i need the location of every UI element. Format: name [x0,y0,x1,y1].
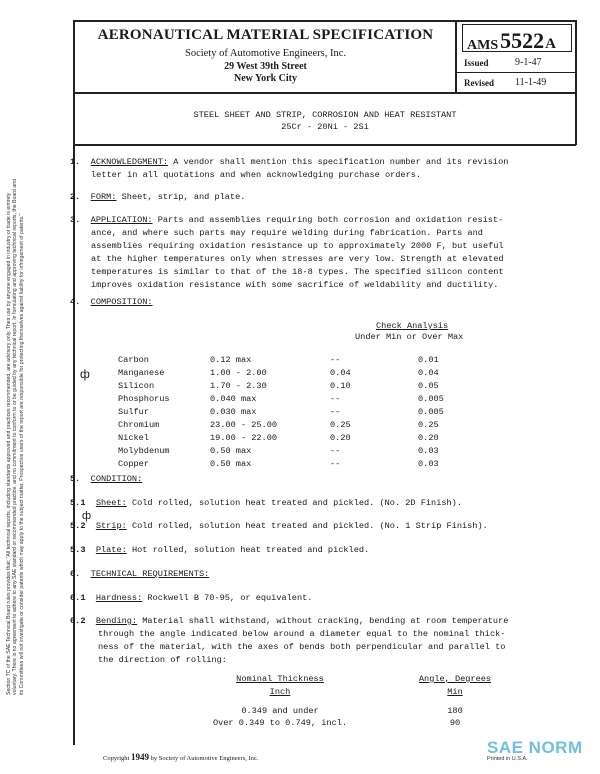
composition-element: Sulfur [118,407,149,417]
issued-label: Issued [464,58,489,68]
composition-row [118,367,478,380]
section-number: 3. [70,215,81,225]
header-left-rule [73,20,75,94]
subject-line-1: STEEL SHEET AND STRIP, CORROSION AND HEAT RESISTANT [193,110,457,120]
section-number: 6.1 [70,593,86,603]
society-name: Society of Automotive Engineers, Inc. [185,48,346,59]
composition-row [118,458,478,471]
composition-row [118,419,478,432]
composition-element: Silicon [118,381,155,391]
header-top-rule [73,20,576,22]
section-number: 5.3 [70,545,86,555]
bending-col2-header [400,673,510,699]
section-bending [70,615,580,667]
section-text: Cold rolled, solution heat treated and pickled. (No. 2D Finish). [131,498,462,508]
section-number: 6.2 [70,616,86,626]
copyright-year: 1949 [131,752,149,762]
section-number: 2. [70,192,81,202]
composition-range: 0.50 max [210,459,252,469]
composition-element: Chromium [118,420,160,430]
section-number: 1. [70,157,81,167]
composition-range: 23.00 - 25.00 [210,420,278,430]
bending-col2-header-line2: Min [447,687,463,697]
composition-row [118,406,478,419]
issued-date: 9-1-47 [515,57,542,68]
spec-title: AERONAUTICAL MATERIAL SPECIFICATION [97,27,434,43]
bending-row-2-angle: 90 [449,718,461,728]
composition-element: Manganese [118,368,165,378]
revised-date: 11-1-49 [515,77,547,88]
composition-under-min: -- [330,446,341,456]
composition-row [118,445,478,458]
composition-over-max: 0.20 [418,433,439,443]
section-form [70,191,570,204]
composition-under-min: 0.20 [330,433,351,443]
section-sheet [70,497,462,510]
subject-right-rule [575,93,577,145]
ams-number-box [462,24,572,52]
section-technical-requirements [70,568,209,581]
section-text: ance, and where such parts may require welding during fabrication. Parts and [91,228,483,238]
composition-under-min: 0.10 [330,381,351,391]
section-number: 5.1 [70,498,86,508]
under-over-header: Under Min or Over Max [355,332,464,342]
section-heading: COMPOSITION: [90,297,153,307]
subject-line-2: 25Cr - 20Ni - 2Si [281,122,369,132]
composition-range: 0.50 max [210,446,252,456]
section-heading: Sheet: [95,498,127,508]
section-text: ness of the material, with the axes of bends both perpendicular and parallel to [98,642,506,652]
composition-under-min: -- [330,355,341,365]
ams-number: 5522 [500,28,545,52]
composition-range: 0.030 max [210,407,257,417]
issued-rule [456,72,576,73]
section-heading: TECHNICAL REQUIREMENTS: [90,569,210,579]
section-number: 4. [70,297,81,307]
bending-col1-header-line1: Nominal Thickness [236,674,324,684]
section-text: through the angle indicated below around a diameter equal to the nominal thick- [98,629,506,639]
section-acknowledgment [70,156,570,182]
section-text: Hot rolled, solution heat treated and pickled. [131,545,370,555]
section-text: Cold rolled, solution heat treated and pickled. (No. 1 Strip Finish). [131,521,488,531]
composition-over-max: 0.005 [418,394,444,404]
section-plate [70,544,369,557]
composition-element: Molybdenum [118,446,170,456]
composition-range: 1.70 - 2.30 [210,381,267,391]
section-number: 6. [70,569,81,579]
copyright-by: by Society of Automotive Engineers, Inc. [150,755,259,762]
bending-row-1-angle: 180 [447,706,463,716]
revised-label: Revised [464,78,494,88]
section-application [70,214,575,292]
section-text: temperatures is similar to that of the 18-8 types. The specified silicon content [91,267,504,277]
composition-row [118,432,478,445]
section-text: at the higher temperatures only when stresses are very low. Strength at elevated [91,254,504,264]
section-heading: Plate: [95,545,127,555]
copyright-line [103,752,258,762]
section-text: the direction of rolling: [98,655,227,665]
composition-row [118,380,478,393]
section-heading: ACKNOWLEDGMENT: [90,157,169,167]
composition-over-max: 0.04 [418,368,439,378]
section-heading: Strip: [95,521,127,531]
composition-element: Copper [118,459,149,469]
bending-col1-header-line2: Inch [269,687,291,697]
society-address: 29 West 39th Street [224,61,307,72]
ams-suffix: A [545,36,556,52]
section-heading: Hardness: [95,593,143,603]
section-text: improves oxidation resistance with some sacrifice of weldability and ductility. [91,280,499,290]
bending-row-1-thickness: 0.349 and under [241,706,319,716]
bending-col1-header [200,673,360,699]
composition-range: 0.12 max [210,355,252,365]
composition-under-min: -- [330,394,341,404]
section-text: Material shall withstand, without cracking, bending at room temperature [142,616,509,626]
section-condition [70,473,142,486]
header-right-rule [575,20,577,94]
bending-row-2-thickness: Over 0.349 to 0.749, incl. [212,718,348,728]
composition-over-max: 0.25 [418,420,439,430]
composition-element: Carbon [118,355,149,365]
check-analysis-header: Check Analysis [376,321,449,331]
bending-col2-header-line1: Angle, Degrees [418,674,492,684]
composition-over-max: 0.05 [418,381,439,391]
section-text: Parts and assemblies requiring both corrosion and oxidation resist- [157,215,504,225]
section-heading: APPLICATION: [90,215,153,225]
section-hardness [70,592,312,605]
ams-prefix: AMS [467,38,499,52]
composition-over-max: 0.03 [418,459,439,469]
section-text: letter in all quotations and when acknowledging purchase orders. [91,170,422,180]
composition-element: Phosphorus [118,394,170,404]
revision-marker: ф [80,367,90,381]
composition-under-min: -- [330,459,341,469]
watermark-logo: SAE NORM [487,738,583,757]
subject-left-rule [73,93,75,145]
composition-over-max: 0.005 [418,407,444,417]
copyright-label: Copyright [103,755,130,762]
section-composition [70,296,153,309]
subject-bottom-rule [73,144,576,146]
section-text: Rockwell B 70-95, or equivalent. [147,593,313,603]
header-bottom-rule [73,92,576,94]
section-text: Sheet, strip, and plate. [121,192,246,202]
composition-element: Nickel [118,433,149,443]
section-text: assemblies requiring oxidation resistance up to approximately 2000 F, but useful [91,241,504,251]
composition-table [118,354,478,471]
printed-in: Printed in U.S.A. [487,756,528,762]
section-heading: FORM: [90,192,117,202]
side-note: Section 7C of the SAE Technical Board rules provides that: "All technical reports, including standards approved and practices recommended, are advisory only. Their use by anyone engaged in industry or trade is entirely voluntary. There is no agreement to adhere to any SAE standard or recommended practice, and no commitment to conform to or be guided by any technical report. In formulating and approving technical reports, the Board and its Committees will not investigate or consider patents which may apply to the subject matter. Prospective users of the report are responsible for protecting themselves against liability for infringement of patents." [6,179,25,695]
section-heading: CONDITION: [90,474,143,484]
section-heading: Bending: [95,616,138,626]
society-city: New York City [234,73,297,84]
composition-row [118,354,478,367]
revision-marker: ф [82,510,92,522]
composition-range: 19.00 - 22.00 [210,433,278,443]
composition-range: 0.040 max [210,394,257,404]
section-number: 5. [70,474,81,484]
composition-over-max: 0.03 [418,446,439,456]
composition-under-min: 0.04 [330,368,351,378]
header-divider-rule [455,20,457,94]
composition-under-min: -- [330,407,341,417]
composition-under-min: 0.25 [330,420,351,430]
section-number: 5.2 [70,521,86,531]
section-strip [70,520,488,533]
section-text: A vendor shall mention this specification number and its revision [173,157,509,167]
composition-over-max: 0.01 [418,355,439,365]
composition-row [118,393,478,406]
composition-range: 1.00 - 2.00 [210,368,267,378]
